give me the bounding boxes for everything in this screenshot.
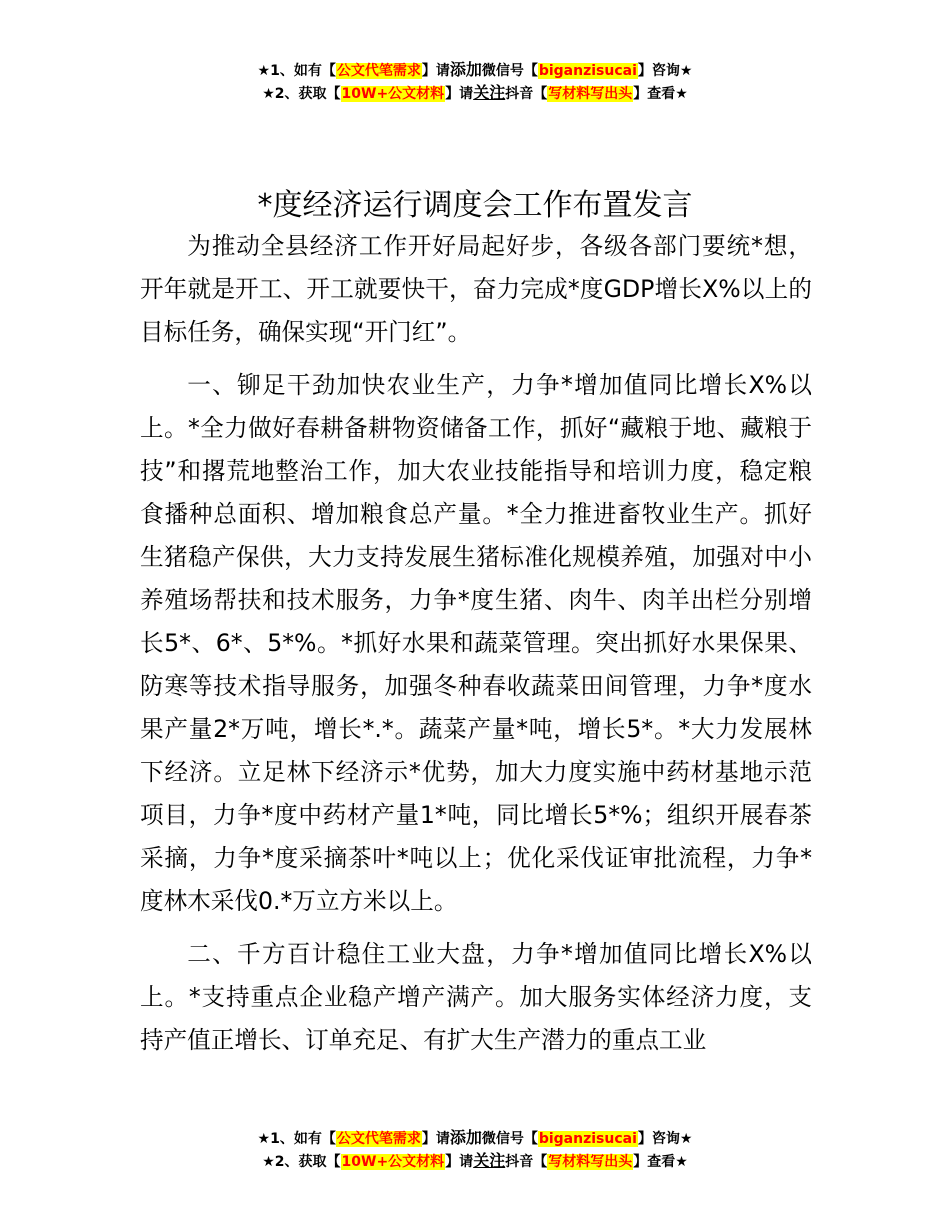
promo-emphasis: 添加 — [449, 1128, 482, 1147]
promo-text: ★1、如有【 — [257, 63, 336, 79]
promo-text: 抖音【 — [505, 1154, 548, 1170]
document-body — [140, 225, 812, 1072]
promo-text: 】咨询★ — [637, 63, 693, 79]
promo-text: ★1、如有【 — [257, 1131, 336, 1147]
promo-text: 】请 — [421, 63, 450, 79]
promo-highlight: biganzisucai — [538, 63, 637, 79]
promo-highlight: 公文代笔需求 — [336, 1131, 421, 1147]
promo-text: 】查看★ — [633, 1154, 688, 1170]
promo-text: 微信号【 — [481, 1131, 538, 1147]
promo-line-1 — [0, 59, 950, 82]
promo-highlight: 10W+公文材料 — [341, 86, 445, 102]
promo-line-2 — [0, 82, 950, 105]
promo-highlight: 写材料写出头 — [548, 1154, 633, 1170]
promo-text: 抖音【 — [505, 86, 548, 102]
promo-highlight: biganzisucai — [538, 1131, 637, 1147]
promo-emphasis: 关注 — [473, 1151, 506, 1170]
promo-highlight: 公文代笔需求 — [336, 63, 421, 79]
promo-line-2 — [0, 1150, 950, 1173]
promo-text: 】查看★ — [633, 86, 688, 102]
promo-text: 微信号【 — [481, 63, 538, 79]
paragraph-industry: 二、千方百计稳住工业大盘，力争*增加值同比增长X%以上。*支持重点企业稳产增产满产。加大服务实体经济力度，支持产值正增长、订单充足、有扩大生产潜力的重点工业 — [140, 940, 812, 1054]
promo-text: 】咨询★ — [637, 1131, 693, 1147]
promo-text: ★2、获取【 — [262, 86, 341, 102]
paragraph-agriculture: 一、铆足干劲加快农业生产，力争*增加值同比增长X%以上。*全力做好春耕备耕物资储备工作，抓好“藏粮于地、藏粮于技”和撂荒地整治工作，加大农业技能指导和培训力度，稳定粮食播种总面积、增加粮食总产量。*全力推进畜牧业生产。抓好生猪稳产保供，大力支持发展生猪标准化规模养殖，加强对中小养殖场帮扶和技术服务，力争*度生猪、肉牛、肉羊出栏分别增长5*、6*、5*%。*抓好水果和蔬菜管理。突出抓好水果保果、防寒等技术指导服务，加强冬种春收蔬菜田间管理，力争*度水果产量2*万吨，增长*.*。蔬菜产量*吨，增长5*。*大力发展林下经济。立足林下经济示*优势，加大力度实施中药材基地示范项目，力争*度中药材产量1*吨，同比增长5*%；组织开展春茶采摘，力争*度采摘茶叶*吨以上；优化采伐证审批流程，力争*度林木采伐0.*万立方米以上。 — [140, 371, 812, 915]
promo-highlight: 10W+公文材料 — [341, 1154, 445, 1170]
promo-highlight: 写材料写出头 — [548, 86, 633, 102]
paragraph-intro: 为推动全县经济工作开好局起好步，各级各部门要统*想，开年就是开工、开工就要快干，奋力完成*度GDP增长X%以上的目标任务，确保实现“开门红”。 — [140, 232, 812, 346]
promo-footer — [0, 1127, 950, 1173]
promo-text: ★2、获取【 — [262, 1154, 341, 1170]
promo-header — [0, 59, 950, 105]
promo-text: 】请 — [445, 86, 474, 102]
document-title: *度经济运行调度会工作布置发言 — [257, 188, 693, 224]
promo-emphasis: 添加 — [449, 60, 482, 79]
promo-line-1 — [0, 1127, 950, 1150]
promo-text: 】请 — [421, 1131, 450, 1147]
promo-emphasis: 关注 — [473, 83, 506, 102]
promo-text: 】请 — [445, 1154, 474, 1170]
